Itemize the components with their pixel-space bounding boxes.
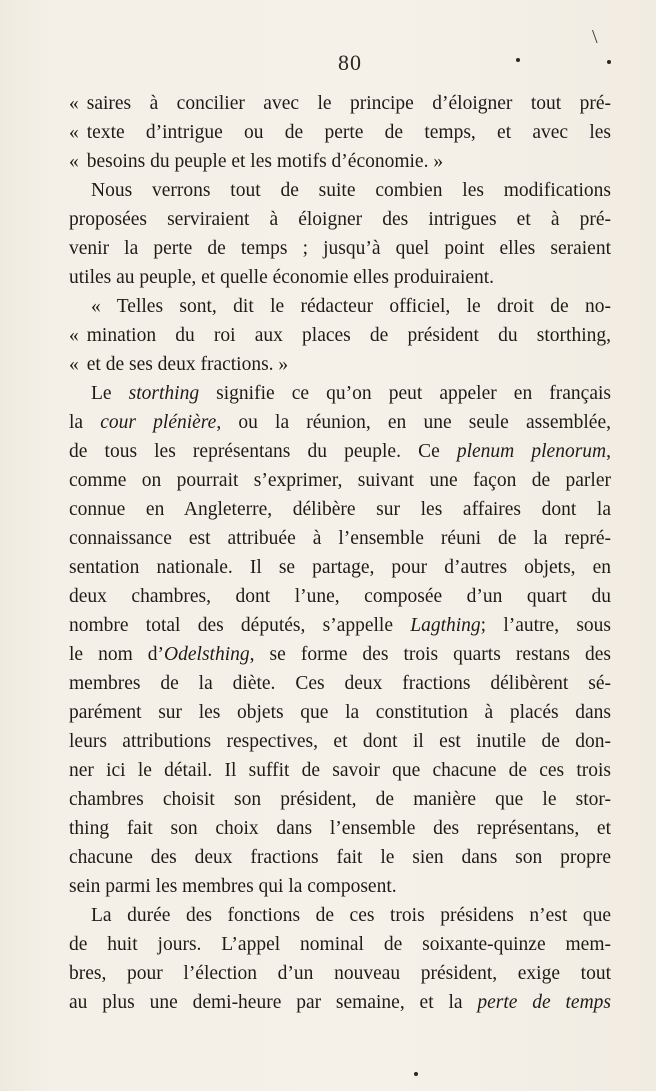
text-line — [69, 495, 611, 524]
text-segment: proposées serviraient à éloigner des intrigues et à pré- — [69, 209, 611, 230]
text-line — [69, 727, 611, 756]
italic-term: Lagthing — [410, 615, 481, 636]
text-line — [69, 988, 611, 1017]
text-segment: connaissance est attribuée à l’ensemble réuni de la repré- — [69, 528, 611, 549]
text-line — [69, 524, 611, 553]
quote-mark: « — [69, 151, 79, 172]
text-segment: chambres choisit son président, de manière que le stor- — [69, 789, 611, 810]
ink-speck — [607, 60, 611, 64]
text-line — [69, 669, 611, 698]
text-segment: Le — [91, 383, 129, 404]
text-segment: besoins du peuple et les motifs d’économie. » — [86, 151, 444, 172]
text-line — [69, 118, 611, 147]
text-line — [69, 698, 611, 727]
text-segment: membres de la diète. Ces deux fractions délibèrent sé- — [69, 673, 611, 694]
text-segment: nombre total des députés, s’appelle — [69, 615, 411, 636]
text-segment: au plus une demi-heure par semaine, et la — [69, 992, 478, 1013]
text-segment: , ou la réunion, en une seule assemblée, — [216, 412, 611, 433]
text-line — [69, 582, 611, 611]
text-line — [69, 901, 611, 930]
text-segment: utiles au peuple, et quelle économie elles produiraient. — [69, 267, 495, 288]
text-segment: , se forme des trois quarts restans des — [249, 644, 611, 665]
text-segment: parément sur les objets que la constitution à placés dans — [69, 702, 611, 723]
text-line — [69, 640, 611, 669]
text-line — [69, 785, 611, 814]
text-segment: connue en Angleterre, délibère sur les affaires dont la — [69, 499, 611, 520]
ink-speck — [414, 1072, 418, 1076]
text-segment: saires à concilier avec le principe d’éloigner tout pré- — [86, 93, 611, 114]
text-segment: Nous verrons tout de suite combien les modifications — [91, 180, 611, 201]
text-segment: sein parmi les membres qui la composent. — [69, 876, 397, 897]
text-line — [69, 814, 611, 843]
text-line — [69, 843, 611, 872]
text-line — [69, 872, 611, 901]
text-segment: comme on pourrait s’exprimer, suivant une façon de parler — [69, 470, 611, 491]
italic-term: plenum plenorum — [456, 441, 607, 462]
text-segment: texte d’intrigue ou de perte de temps, et avec les — [86, 122, 611, 143]
text-segment: La durée des fonctions de ces trois présidens n’est que — [91, 905, 611, 926]
text-segment: ner ici le détail. Il suffit de savoir que chacune de ces trois — [69, 760, 611, 781]
text-line — [69, 205, 611, 234]
text-segment: thing fait son choix dans l’ensemble des représentans, et — [69, 818, 611, 839]
text-line — [69, 408, 611, 437]
text-line — [69, 89, 611, 118]
quote-mark: « — [69, 354, 79, 375]
text-line — [69, 176, 611, 205]
text-line — [69, 321, 611, 350]
text-line — [69, 553, 611, 582]
text-segment: venir la perte de temps ; jusqu’à quel point elles seraient — [69, 238, 611, 259]
text-segment: ; l’autre, sous — [480, 615, 611, 636]
text-segment: deux chambres, dont l’une, composée d’un quart du — [69, 586, 611, 607]
text-line — [69, 930, 611, 959]
text-segment: , — [606, 441, 611, 462]
text-line — [69, 466, 611, 495]
text-segment: le nom d’ — [69, 644, 165, 665]
text-line — [69, 959, 611, 988]
text-segment: la — [69, 412, 101, 433]
text-line — [69, 611, 611, 640]
quote-mark: « — [69, 122, 79, 143]
text-line — [69, 437, 611, 466]
corner-mark: \ — [592, 26, 598, 48]
quote-mark: « — [69, 93, 79, 114]
text-line — [69, 147, 611, 176]
text-segment: et de ses deux fractions. » — [86, 354, 289, 375]
text-line — [69, 756, 611, 785]
italic-term: storthing — [128, 383, 200, 404]
text-line — [69, 263, 611, 292]
text-segment: signifie ce qu’on peut appeler en français — [199, 383, 611, 404]
text-segment: bres, pour l’élection d’un nouveau président, exige tout — [69, 963, 611, 984]
page-number: 80 — [338, 50, 362, 75]
text-segment: de tous les représentans du peuple. Ce — [69, 441, 457, 462]
text-segment: sentation nationale. Il se partage, pour d’autres objets, en — [69, 557, 611, 578]
italic-term: perte de temps — [477, 992, 611, 1013]
ink-speck — [516, 58, 520, 62]
italic-term: cour plénière — [100, 412, 217, 433]
body-text — [69, 89, 611, 1017]
text-line — [69, 379, 611, 408]
text-line — [69, 292, 611, 321]
text-line — [69, 350, 611, 379]
text-segment: mination du roi aux places de président du storthing, — [86, 325, 611, 346]
text-line — [69, 234, 611, 263]
text-segment: « Telles sont, dit le rédacteur officiel, le droit de no- — [91, 296, 611, 317]
quote-mark: « — [69, 325, 79, 346]
text-segment: leurs attributions respectives, et dont il est inutile de don- — [69, 731, 611, 752]
italic-term: Odelsthing — [164, 644, 250, 665]
text-segment: de huit jours. L’appel nominal de soixante-quinze mem- — [69, 934, 611, 955]
text-segment: chacune des deux fractions fait le sien dans son propre — [69, 847, 611, 868]
